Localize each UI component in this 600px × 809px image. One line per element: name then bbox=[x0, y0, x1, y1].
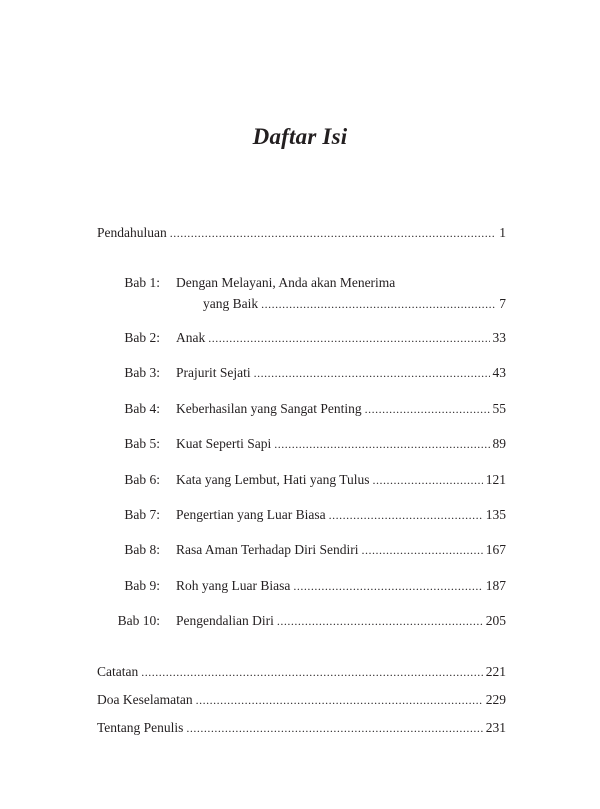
toc-entry-label: Keberhasilan yang Sangat Penting bbox=[176, 401, 362, 416]
toc-entry-pendahuluan[interactable] bbox=[97, 224, 506, 242]
toc-entry-label: Rasa Aman Terhadap Diri Sendiri bbox=[176, 542, 359, 557]
toc-entry-page: 121 bbox=[485, 472, 506, 487]
toc-entry-tentang-penulis[interactable] bbox=[97, 719, 506, 737]
chapter-number: Bab 10: bbox=[117, 613, 160, 628]
toc-entry-page: 89 bbox=[492, 436, 506, 451]
toc-entry-bab-5[interactable] bbox=[176, 435, 506, 453]
toc-entry-bab-3[interactable] bbox=[176, 364, 506, 382]
toc-entry-label: Kata yang Lembut, Hati yang Tulus bbox=[176, 472, 370, 487]
toc-entry-bab-10[interactable] bbox=[176, 612, 506, 630]
toc-entry-page: 187 bbox=[485, 578, 506, 593]
toc-entry-bab-9[interactable] bbox=[176, 577, 506, 595]
toc-entry-page: 135 bbox=[485, 507, 506, 522]
toc-entry-page: 7 bbox=[499, 296, 506, 311]
leader-dots bbox=[372, 471, 482, 489]
leader-dots bbox=[196, 691, 483, 709]
chapter-number: Bab 4: bbox=[124, 401, 160, 416]
chapter-title-line1[interactable]: Dengan Melayani, Anda akan Menerima bbox=[176, 275, 396, 290]
toc-entry-page: 55 bbox=[492, 401, 506, 416]
toc-entry-page: 231 bbox=[485, 720, 506, 735]
leader-dots bbox=[208, 329, 489, 347]
leader-dots bbox=[274, 435, 489, 453]
toc-entry-label: Prajurit Sejati bbox=[176, 365, 251, 380]
toc-entry-label: Doa Keselamatan bbox=[97, 692, 193, 707]
toc-entry-bab-8[interactable] bbox=[176, 541, 506, 559]
toc-entry-label: Kuat Seperti Sapi bbox=[176, 436, 272, 451]
toc-entry-label: Pendahuluan bbox=[97, 225, 167, 240]
leader-dots bbox=[362, 541, 483, 559]
toc-entry-page: 167 bbox=[485, 542, 506, 557]
leader-dots bbox=[365, 400, 490, 418]
toc-entry-bab-1[interactable] bbox=[176, 295, 506, 313]
toc-entry-bab-2[interactable] bbox=[176, 329, 506, 347]
leader-dots bbox=[141, 663, 483, 681]
toc-entry-label: yang Baik bbox=[203, 296, 259, 311]
toc-entry-label: Anak bbox=[176, 330, 206, 345]
chapter-number: Bab 2: bbox=[124, 330, 160, 345]
toc-entry-bab-7[interactable] bbox=[176, 506, 506, 524]
toc-entry-label: Tentang Penulis bbox=[97, 720, 184, 735]
chapter-number: Bab 1: bbox=[124, 275, 160, 290]
toc-entry-catatan[interactable] bbox=[97, 663, 506, 681]
leader-dots bbox=[254, 364, 490, 382]
toc-entry-label: Roh yang Luar Biasa bbox=[176, 578, 291, 593]
chapter-number: Bab 8: bbox=[124, 542, 160, 557]
toc-entry-page: 205 bbox=[485, 613, 506, 628]
toc-entry-page: 221 bbox=[485, 664, 506, 679]
toc-entry-label: Pengertian yang Luar Biasa bbox=[176, 507, 326, 522]
leader-dots bbox=[170, 224, 497, 242]
leader-dots bbox=[261, 295, 496, 313]
chapter-number: Bab 9: bbox=[124, 578, 160, 593]
page-title: Daftar Isi bbox=[252, 124, 348, 149]
chapter-number: Bab 6: bbox=[124, 472, 160, 487]
chapter-number: Bab 3: bbox=[124, 365, 160, 380]
leader-dots bbox=[293, 577, 482, 595]
toc-entry-doa-keselamatan[interactable] bbox=[97, 691, 506, 709]
toc-entry-label: Catatan bbox=[97, 664, 139, 679]
toc-entry-page: 229 bbox=[485, 692, 506, 707]
chapter-number: Bab 7: bbox=[124, 507, 160, 522]
toc-entry-bab-4[interactable] bbox=[176, 400, 506, 418]
toc-entry-page: 43 bbox=[492, 365, 506, 380]
toc-entry-page: 33 bbox=[492, 330, 506, 345]
chapter-number: Bab 5: bbox=[124, 436, 160, 451]
leader-dots bbox=[277, 612, 483, 630]
toc-entry-label: Pengendalian Diri bbox=[176, 613, 274, 628]
leader-dots bbox=[186, 719, 482, 737]
toc-entry-bab-6[interactable] bbox=[176, 471, 506, 489]
toc-entry-page: 1 bbox=[499, 225, 506, 240]
leader-dots bbox=[329, 506, 483, 524]
